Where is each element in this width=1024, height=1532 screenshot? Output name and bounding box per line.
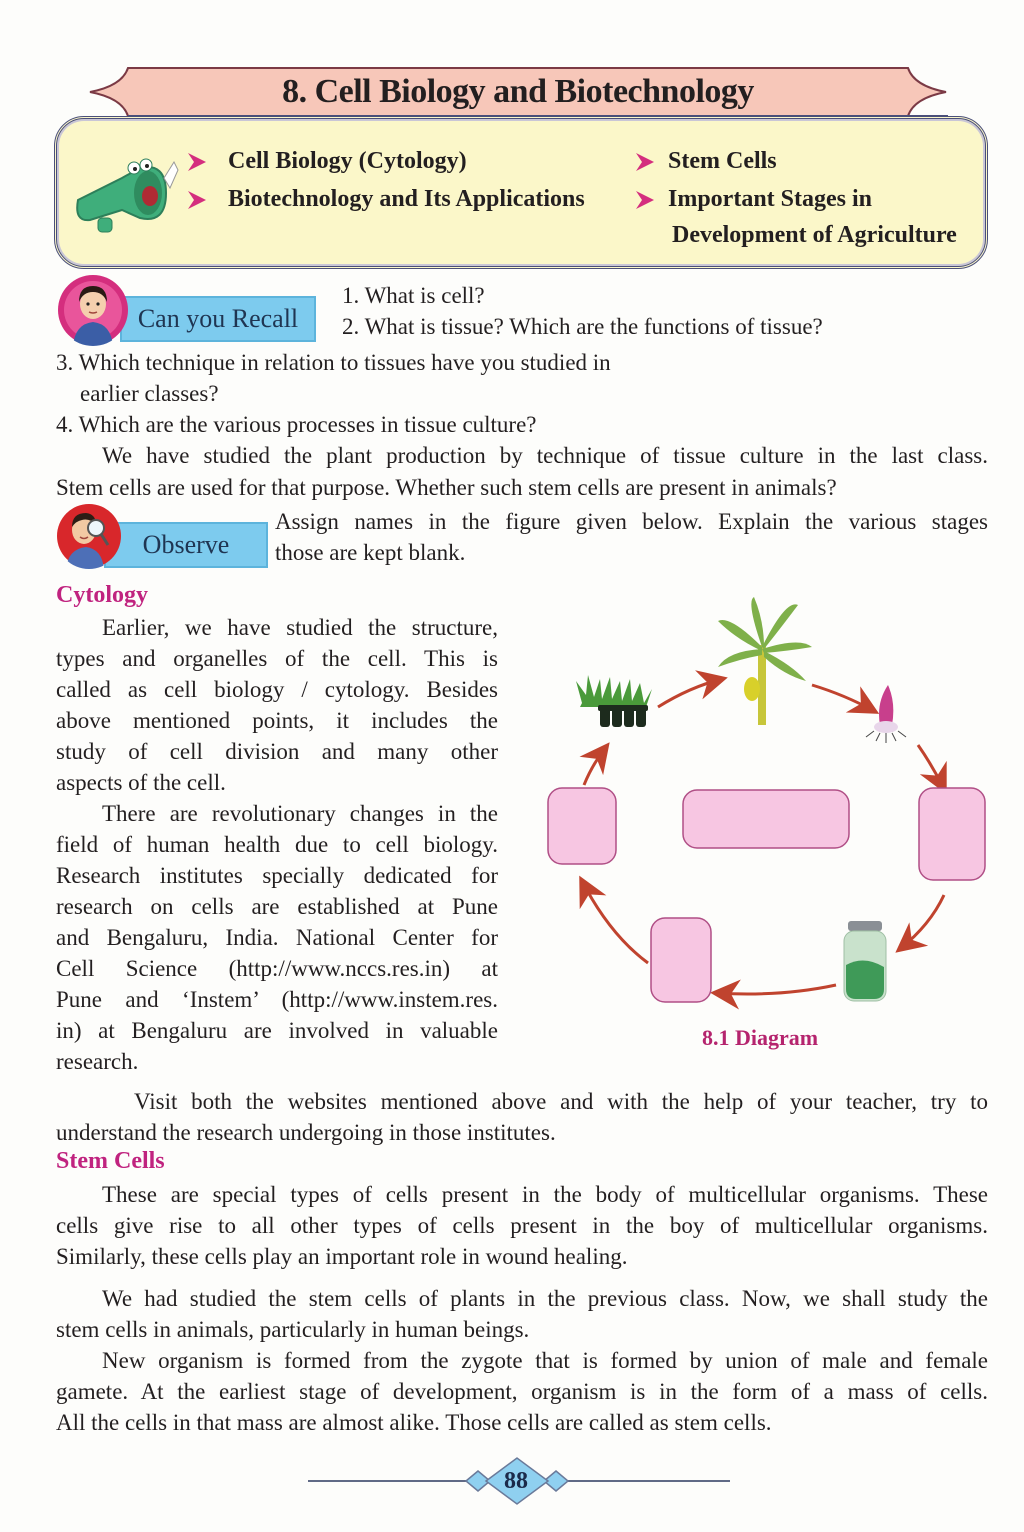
blank-box-center xyxy=(683,790,849,848)
visit-paragraph-line-2: understand the research undergoing in those institutes. xyxy=(56,1120,556,1145)
cytology-para2-line: Research institutes specially dedicated for xyxy=(56,863,498,888)
stem-cells-para3-line: All the cells in that mass are almost alike. Those cells are called as stem cells. xyxy=(56,1410,772,1435)
recall-question-3: 3. Which technique in relation to tissues have you studied in xyxy=(56,350,611,375)
page-number-text: 88 xyxy=(504,1468,528,1494)
topic-item-stem-cells xyxy=(636,148,777,175)
topic-item-agriculture-stages xyxy=(636,186,872,213)
intro-paragraph-line-1: We have studied the plant production by technique of tissue culture in the last class. xyxy=(102,443,988,468)
tissue-culture-cycle-diagram xyxy=(540,585,1000,1055)
cytology-para1-line: study of cell division and many other xyxy=(56,739,498,764)
chapter-title-banner xyxy=(88,66,948,118)
cytology-para2-line: field of human health due to cell biology. xyxy=(56,832,498,857)
chapter-title: 8. Cell Biology and Biotechnology xyxy=(282,73,754,110)
cytology-para2-line: research on cells are established at Pune xyxy=(56,894,498,919)
recall-question-4: 4. Which are the various processes in tissue culture? xyxy=(56,412,537,437)
banana-tree-icon xyxy=(718,597,812,725)
stem-cells-para1-line: These are special types of cells present in the body of multicellular organisms. These xyxy=(102,1182,988,1207)
bullet-arrow-icon xyxy=(188,190,206,210)
recall-question-1: 1. What is cell? xyxy=(342,283,485,308)
stem-cells-para3-line: New organism is formed from the zygote that is formed by union of male and female xyxy=(102,1348,988,1373)
page-number xyxy=(487,1456,545,1506)
boy-magnifier-avatar-icon xyxy=(56,503,122,569)
cytology-para2-line: in) at Bengaluru are involved in valuable xyxy=(56,1018,498,1043)
topic-item-agriculture-stages-continuation: Development of Agriculture xyxy=(672,222,957,248)
cytology-para2-line: research. xyxy=(56,1049,139,1074)
megaphone-mascot-icon xyxy=(70,148,180,238)
recall-question-3-continuation: earlier classes? xyxy=(80,381,219,406)
topic-item-biotechnology xyxy=(188,186,585,213)
girl-thinking-avatar-icon xyxy=(57,274,129,346)
footer-rule-left xyxy=(308,1480,468,1482)
potted-plantlets-icon xyxy=(576,675,652,727)
topic-label: Important Stages in xyxy=(668,186,873,212)
intro-paragraph-line-2: Stem cells are used for that purpose. Whether such stem cells are present in animals? xyxy=(56,475,837,500)
stem-cells-para2-line: We had studied the stem cells of plants in the previous class. Now, we shall study the xyxy=(102,1286,988,1311)
blank-label-boxes xyxy=(548,788,985,1002)
recall-question-2: 2. What is tissue? Which are the functions of tissue? xyxy=(342,314,823,339)
topic-label: Cell Biology (Cytology) xyxy=(228,148,467,174)
cytology-para1-line: Earlier, we have studied the structure, xyxy=(102,615,498,640)
cytology-para1-line: above mentioned points, it includes the xyxy=(56,708,498,733)
bullet-arrow-icon xyxy=(188,152,206,172)
stem-cells-para1-line: Similarly, these cells play an important role in wound healing. xyxy=(56,1244,628,1269)
footer-rule-right xyxy=(566,1480,730,1482)
bullet-arrow-icon xyxy=(636,152,654,172)
observe-badge: Observe xyxy=(104,522,268,568)
blank-box-left xyxy=(548,788,616,864)
diagram-caption: 8.1 Diagram xyxy=(701,1025,819,1050)
cytology-para2-line: and Bengaluru, India. National Center for xyxy=(56,925,498,950)
cytology-para2-line-nccs-link: Cell Science (http://www.nccs.res.in) at xyxy=(56,956,498,981)
cytology-para1-line: called as cell biology / cytology. Besides xyxy=(56,677,498,702)
observe-instruction-line-1: Assign names in the figure given below. Explain the various stages xyxy=(275,509,988,534)
topic-label: Stem Cells xyxy=(668,148,777,174)
topic-item-cell-biology xyxy=(188,148,467,175)
bullet-arrow-icon xyxy=(636,190,654,210)
banana-flower-icon xyxy=(866,685,906,743)
visit-paragraph-line-1: Visit both the websites mentioned above and with the help of your teacher, try to xyxy=(134,1089,988,1114)
cytology-para2-line: There are revolutionary changes in the xyxy=(102,801,498,826)
stem-cells-heading: Stem Cells xyxy=(56,1148,165,1174)
blank-box-bottom xyxy=(651,918,711,1002)
can-you-recall-badge: Can you Recall xyxy=(120,296,316,342)
culture-jar-icon xyxy=(844,921,886,1001)
cytology-para1-line: types and organelles of the cell. This is xyxy=(56,646,498,671)
stem-cells-para3-line: gamete. At the earliest stage of development, organism is in the form of a mass of cells. xyxy=(56,1379,988,1404)
topic-label: Biotechnology and Its Applications xyxy=(228,186,585,212)
observe-instruction-line-2: those are kept blank. xyxy=(275,540,466,565)
blank-box-right xyxy=(919,788,985,880)
stem-cells-para2-line: stem cells in animals, particularly in human beings. xyxy=(56,1317,530,1342)
cytology-heading: Cytology xyxy=(56,582,148,608)
cytology-para2-line-instem-link: Pune and ‘Instem’ (http://www.instem.res. xyxy=(56,987,498,1012)
cytology-para1-line: aspects of the cell. xyxy=(56,770,226,795)
stem-cells-para1-line: cells give rise to all other types of cells present in the boy of multicellular organisms. xyxy=(56,1213,988,1238)
